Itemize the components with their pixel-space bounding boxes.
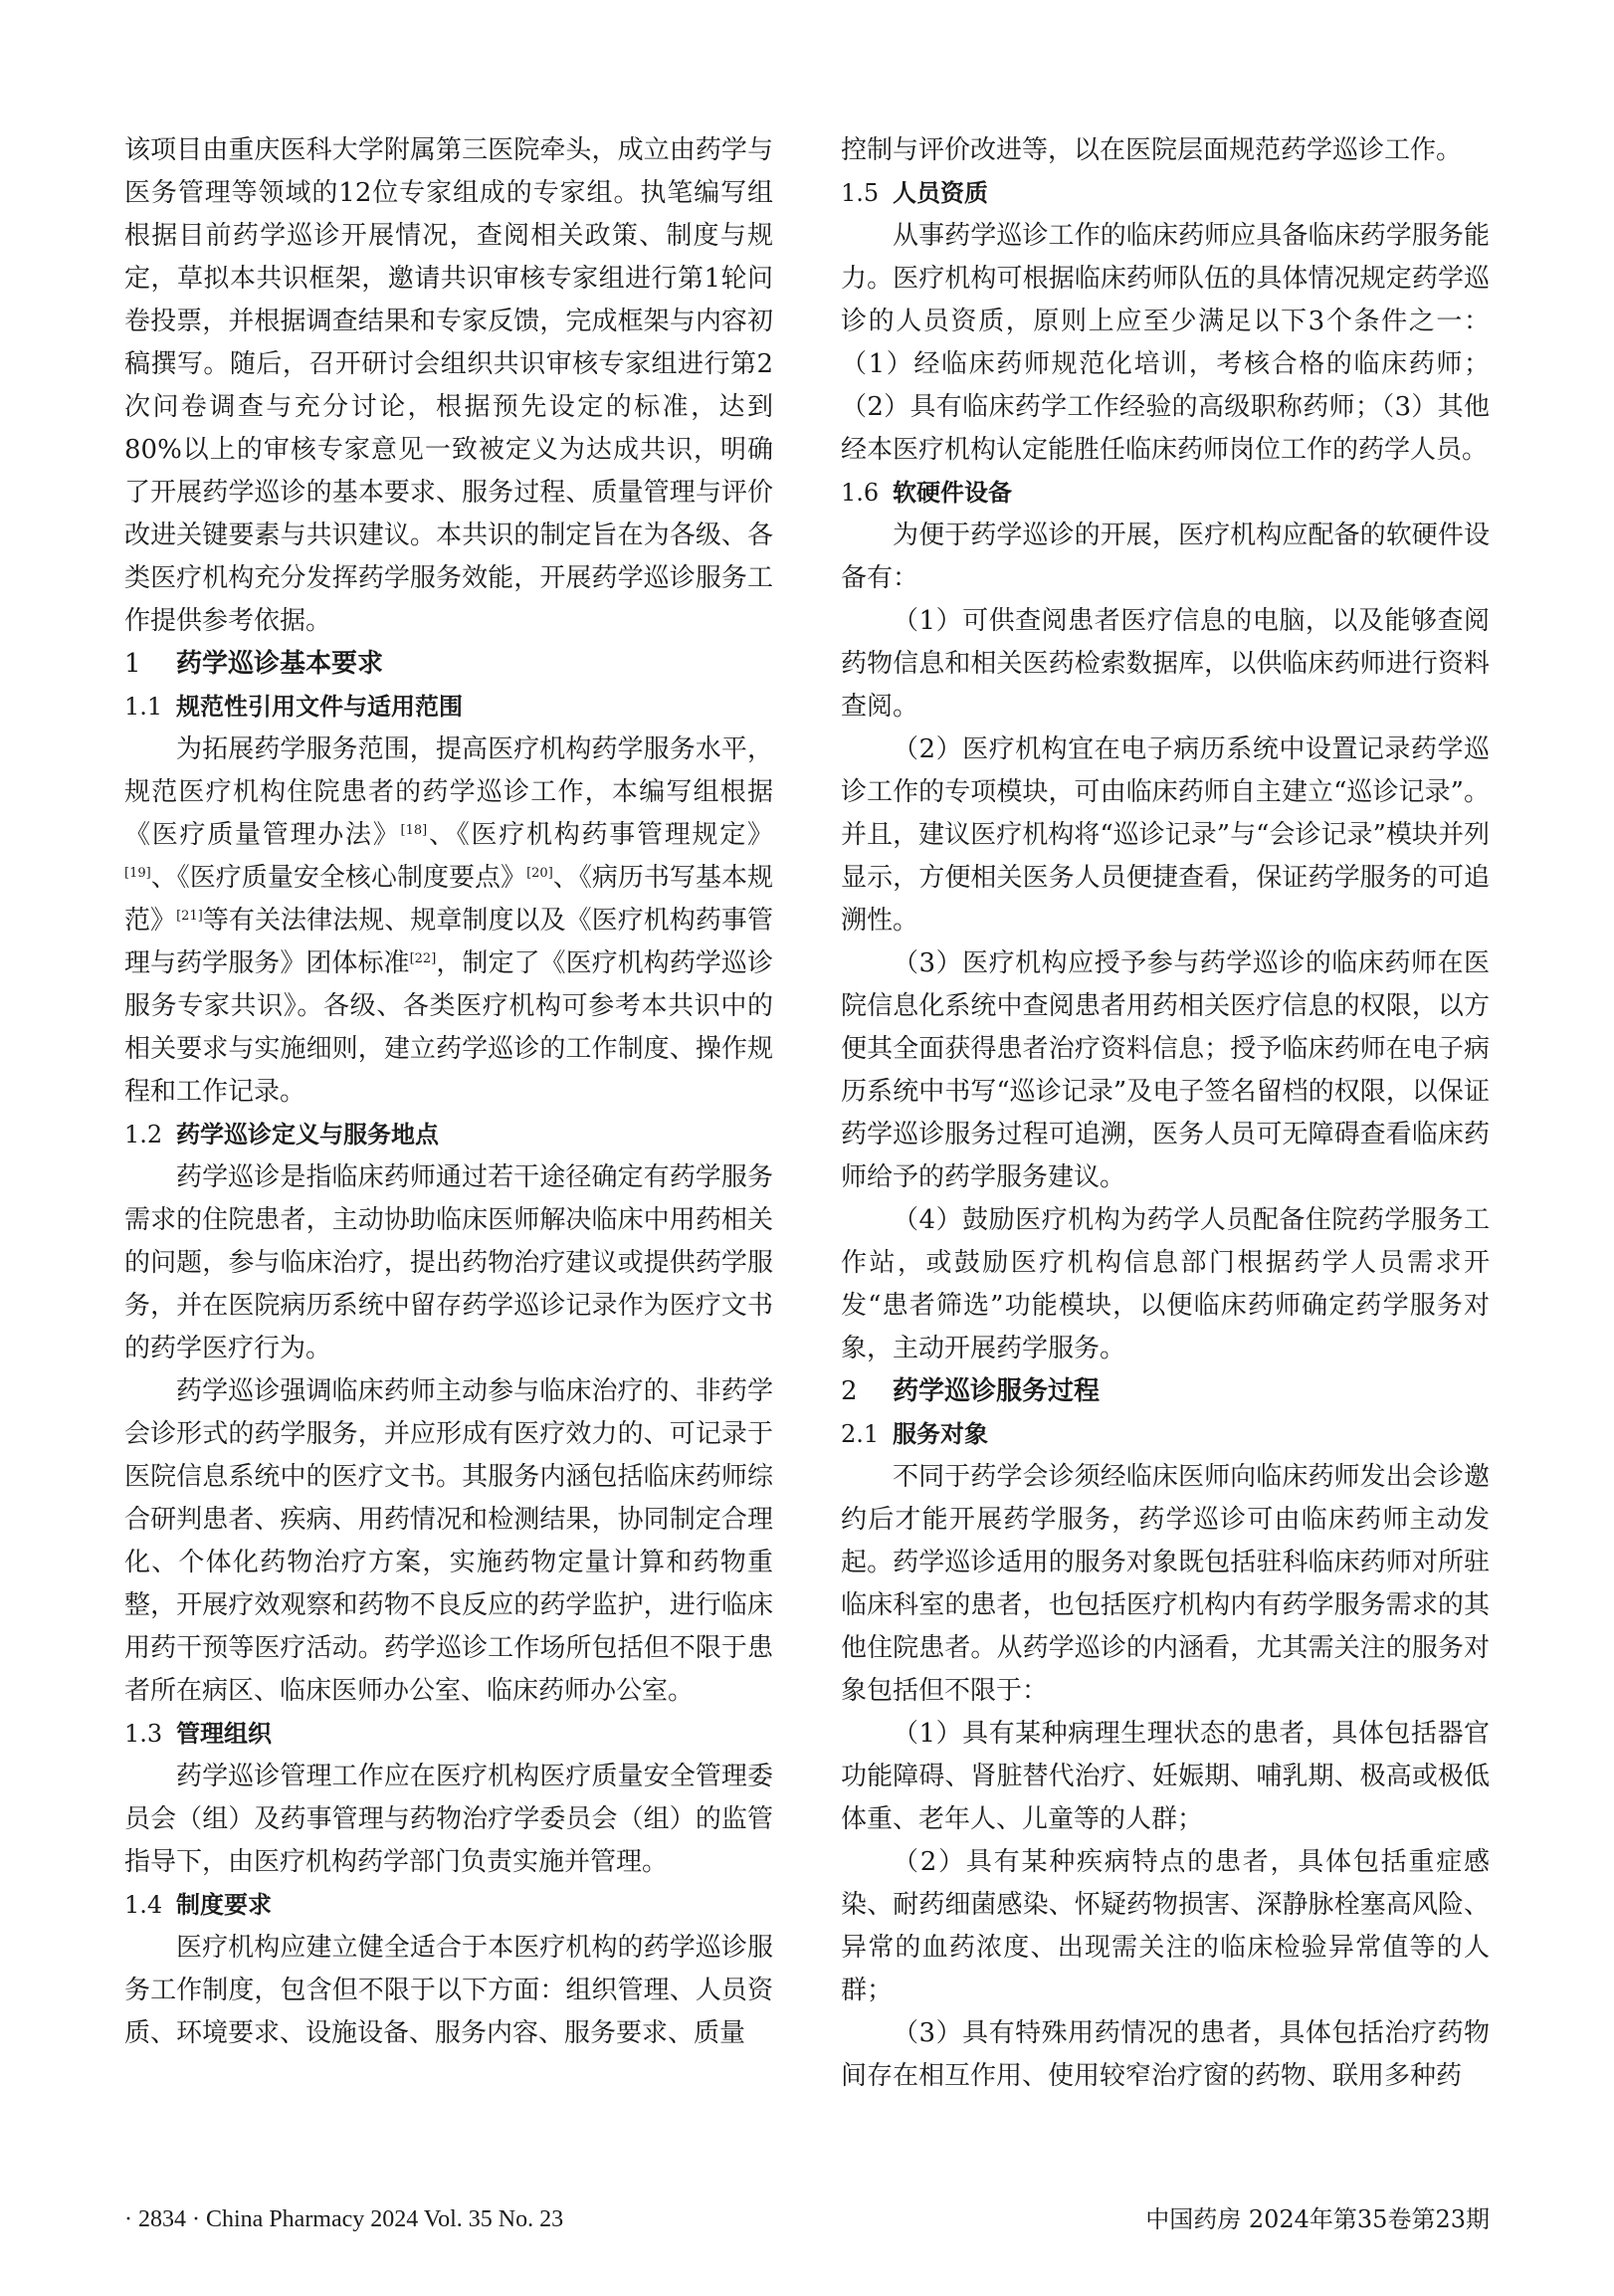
paragraph: 从事药学巡诊工作的临床药师应具备临床药学服务能力。医疗机构可根据临床药师队伍的具体情况规定药学巡诊的人员资质，原则上应至少满足以下3个条件之一：（1）经临床药师规范化培训，考核合格的临床药师；（2）具有临床药学工作经验的高级职称药师；（3）其他经本医疗机构认定能胜任临床药师岗位工作的药学人员。	[841, 221, 1490, 465]
list-item: （2）具有某种疾病特点的患者，具体包括重症感染、耐药细菌感染、怀疑药物损害、深静脉栓塞高风险、异常的血药浓度、出现需关注的临床检验异常值等的人群；	[841, 1847, 1490, 2005]
subsection-title: 软硬件设备	[893, 479, 1012, 507]
citation[interactable]: [18]	[400, 823, 428, 838]
text-run: ，制定了《医疗机构药学巡诊服务专家共识》。各级、各类医疗机构可参考本共识中的相关要求与实施细则，建立药学巡诊的工作制度、操作规程和工作记录。	[124, 948, 773, 1107]
section-title: 药学巡诊基本要求	[176, 649, 384, 679]
subsection-title: 服务对象	[893, 1420, 988, 1448]
paragraph: 不同于药学会诊须经临床医师向临床药师发出会诊邀约后才能开展药学服务，药学巡诊可由临床药师主动发起。药学巡诊适用的服务对象既包括驻科临床药师对所驻临床科室的患者，也包括医疗机构内有药学服务需求的其他住院患者。从药学巡诊的内涵看，尤其需关注的服务对象包括但不限于：	[841, 1462, 1490, 1706]
section-number: 2	[841, 1376, 858, 1406]
list-item: （3）医疗机构应授予参与药学巡诊的临床药师在医院信息化系统中查阅患者用药相关医疗信息的权限，以方便其全面获得患者治疗资料信息；授予临床药师在电子病历系统中书写“巡诊记录”及电子签名留档的权限，以保证药学巡诊服务过程可追溯，医务人员可无障碍查看临床药师给予的药学服务建议。	[841, 948, 1490, 1192]
paragraph	[124, 729, 773, 1114]
list-item: （1）可供查阅患者医疗信息的电脑，以及能够查阅药物信息和相关医药检索数据库，以供临床药师进行资料查阅。	[841, 606, 1490, 722]
subsection-heading	[124, 1884, 773, 1927]
list-item: （3）具有特殊用药情况的患者，具体包括治疗药物间存在相互作用、使用较窄治疗窗的药物、联用多种药	[841, 2018, 1490, 2091]
left-column	[124, 129, 773, 2055]
subsection-title: 制度要求	[176, 1891, 272, 1919]
section-number: 1	[124, 649, 141, 679]
list-item: （4）鼓励医疗机构为药学人员配备住院药学服务工作站，或鼓励医疗机构信息部门根据药学人员需求开发“患者筛选”功能模块，以便临床药师确定药学服务对象，主动开展药学服务。	[841, 1205, 1490, 1363]
paragraph: 药学巡诊强调临床药师主动参与临床治疗的、非药学会诊形式的药学服务，并应形成有医疗效力的、可记录于医院信息系统中的医疗文书。其服务内涵包括临床药师综合研判患者、疾病、用药情况和检测结果，协同制定合理化、个体化药物治疗方案，实施药物定量计算和药物重整，开展疗效观察和药物不良反应的药学监护，进行临床用药干预等医疗活动。药学巡诊工作场所包括但不限于患者所在病区、临床医师办公室、临床药师办公室。	[124, 1376, 773, 1706]
subsection-heading	[841, 1413, 1490, 1456]
section-title: 药学巡诊服务过程	[893, 1376, 1101, 1406]
subsection-title: 人员资质	[893, 179, 988, 207]
section-heading	[124, 643, 773, 686]
text-run: 、《医疗质量安全核心制度要点》	[150, 863, 527, 893]
subsection-title: 药学巡诊定义与服务地点	[176, 1121, 439, 1148]
section-heading	[841, 1370, 1490, 1413]
subsection-number: 1.5	[841, 179, 880, 207]
subsection-heading	[124, 686, 773, 729]
paragraph: 医疗机构应建立健全适合于本医疗机构的药学巡诊服务工作制度，包含但不限于以下方面：组织管理、人员资质、环境要求、设施设备、服务内容、服务要求、质量	[124, 1933, 773, 2048]
citation[interactable]: [21]	[176, 909, 203, 924]
right-column	[841, 129, 1490, 2098]
paragraph: 药学巡诊是指临床药师通过若干途径确定有药学服务需求的住院患者，主动协助临床医师解决临床中用药相关的问题，参与临床治疗，提出药物治疗建议或提供药学服务，并在医院病历系统中留存药学巡诊记录作为医疗文书的药学医疗行为。	[124, 1162, 773, 1363]
subsection-heading	[124, 1114, 773, 1156]
citation[interactable]: [19]	[124, 866, 151, 881]
footer-journal-info: · 2834 · China Pharmacy 2024 Vol. 35 No. 23	[124, 2206, 564, 2232]
paragraph: 该项目由重庆医科大学附属第三医院牵头，成立由药学与医务管理等领域的12位专家组成的专家组。执笔编写组根据目前药学巡诊开展情况，查阅相关政策、制度与规定，草拟本共识框架，邀请共识审核专家组进行第1轮问卷投票，并根据调查结果和专家反馈，完成框架与内容初稿撰写。随后，召开研讨会组织共识审核专家组进行第2次问卷调查与充分讨论，根据预先设定的标准，达到80%以上的审核专家意见一致被定义为达成共识，明确了开展药学巡诊的基本要求、服务过程、质量管理与评价改进关键要素与共识建议。本共识的制定旨在为各级、各类医疗机构充分发挥药学服务效能，开展药学巡诊服务工作提供参考依据。	[124, 135, 773, 636]
subsection-heading	[841, 172, 1490, 215]
paragraph: 为便于药学巡诊的开展，医疗机构应配备的软硬件设备有：	[841, 521, 1490, 593]
list-item: （1）具有某种病理生理状态的患者，具体包括器官功能障碍、肾脏替代治疗、妊娠期、哺乳期、极高或极低体重、老年人、儿童等的人群；	[841, 1719, 1490, 1834]
text-run: 、《病历书写基本规范》	[124, 863, 773, 936]
subsection-number: 1.1	[124, 693, 163, 721]
subsection-title: 管理组织	[176, 1720, 272, 1748]
subsection-number: 1.2	[124, 1121, 163, 1148]
list-item: （2）医疗机构宜在电子病历系统中设置记录药学巡诊工作的专项模块，可由临床药师自主建立“巡诊记录”。并且，建议医疗机构将“巡诊记录”与“会诊记录”模块并列显示，方便相关医务人员便捷查看，保证药学服务的可追溯性。	[841, 734, 1490, 936]
text-run: 、《医疗机构药事管理规定》	[427, 820, 773, 850]
subsection-number: 1.4	[124, 1891, 163, 1919]
subsection-heading	[841, 472, 1490, 515]
text-run: 等有关法律法规、规章制度以及《医疗机构药事管理与药学服务》团体标准	[124, 906, 773, 978]
paragraph: 药学巡诊管理工作应在医疗机构医疗质量安全管理委员会（组）及药事管理与药物治疗学委员会（组）的监管指导下，由医疗机构药学部门负责实施并管理。	[124, 1762, 773, 1877]
subsection-number: 1.3	[124, 1720, 163, 1748]
subsection-number: 1.6	[841, 479, 880, 507]
footer-journal-info-cn: 中国药房 2024年第35卷第23期	[1145, 2205, 1490, 2233]
citation[interactable]: [20]	[526, 866, 553, 881]
citation[interactable]: [22]	[409, 951, 437, 966]
text-run: 为拓展药学服务范围，提高医疗机构药学服务水平，规范医疗机构住院患者的药学巡诊工作，本编写组根据《医疗质量管理办法》	[124, 734, 773, 850]
subsection-number: 2.1	[841, 1420, 880, 1448]
paragraph: 控制与评价改进等，以在医院层面规范药学巡诊工作。	[841, 135, 1463, 165]
subsection-heading	[124, 1713, 773, 1756]
subsection-title: 规范性引用文件与适用范围	[176, 693, 463, 721]
